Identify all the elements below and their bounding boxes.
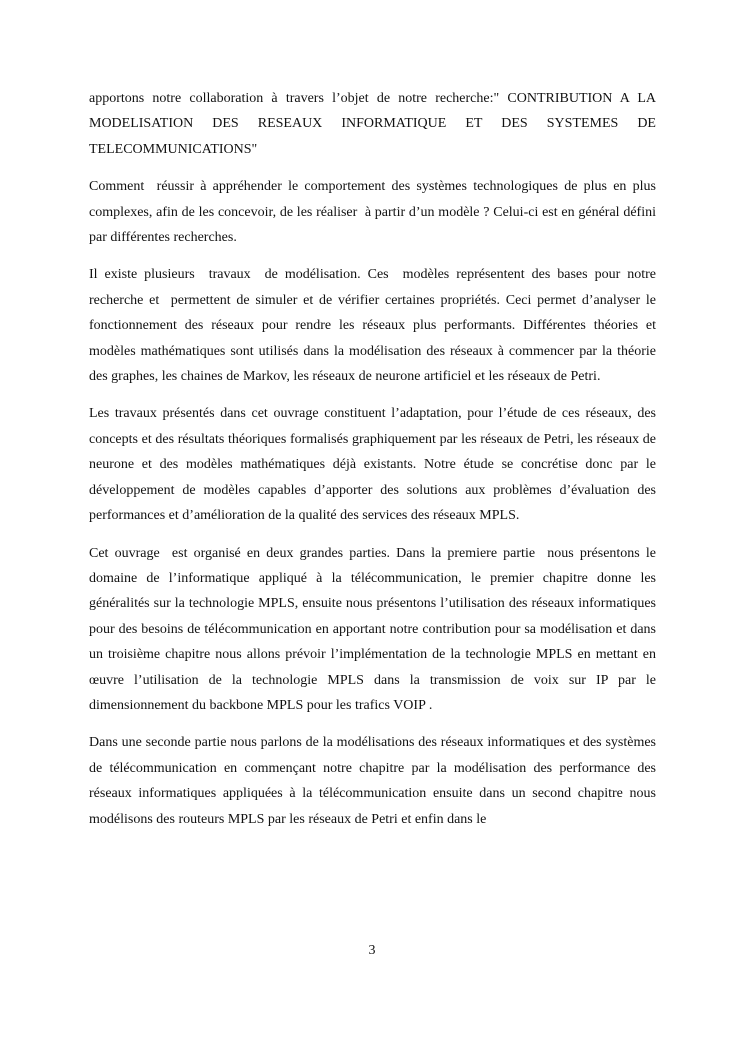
- paragraph-organization-part-two: Dans une seconde partie nous parlons de la modélisations des réseaux informatiques et des systèmes de télécommunication en commençant notre chapitre par la modélisation des performance des réseaux informatiques appliquées à la télécommunication ensuite dans un second chapitre nous modélisons des routeurs MPLS par les réseaux de Petri et enfin dans le: [89, 735, 660, 827]
- paragraph-modeling-question: Comment réussir à appréhender le comportement des systèmes technologiques de plus en plus complexes, afin de les concevoir, de les réaliser à partir d’un modèle ? Celui-ci est en général défini par différentes recherches.: [89, 179, 660, 246]
- paragraph-adaptation: Les travaux présentés dans cet ouvrage constituent l’adaptation, pour l’étude de ces réseaux, des concepts et des résultats théoriques formalisés graphiquement par les réseaux de Petri, les réseaux de neurone et des modèles mathématiques déjà existants. Notre étude se concrétise donc par le développement de modèles capables d’apporter des solutions aux problèmes d’évaluation des performances et d’amélioration de la qualité des services des réseaux MPLS.: [89, 406, 660, 524]
- page-body: [89, 86, 660, 832]
- paragraph-research-title: apportons notre collaboration à travers l’objet de notre recherche:" CONTRIBUTION A LA MODELISATION DES RESEAUX INFORMATIQUE ET DES SYSTEMES DE TELECOMMUNICATIONS": [89, 91, 660, 157]
- paragraph-modeling-works: Il existe plusieurs travaux de modélisation. Ces modèles représentent des bases pour notre recherche et permettent de simuler et de vérifier certaines propriétés. Ceci permet d’analyser le fonctionnement des réseaux pour rendre les réseaux plus performants. Différentes théories et modèles mathématiques sont utilisés dans la modélisation des réseaux à commencer par la théorie des graphes, les chaines de Markov, les réseaux de neurone artificiel et les réseaux de Petri.: [89, 267, 660, 385]
- paragraph-organization-part-one: Cet ouvrage est organisé en deux grandes parties. Dans la premiere partie nous présentons le domaine de l’informatique appliqué à la télécommunication, le premier chapitre donne les généralités sur la technologie MPLS, ensuite nous présentons l’utilisation des réseaux informatiques pour des besoins de télécommunication en apportant notre contribution pour sa modélisation et dans un troisième chapitre nous allons prévoir l’implémentation de la technologie MPLS en mettant en œuvre l’utilisation de la technologie MPLS dans la transmission de voix sur IP par le dimensionnement du backbone MPLS pour les trafics VOIP .: [89, 545, 660, 713]
- page-number: 3: [368, 943, 376, 958]
